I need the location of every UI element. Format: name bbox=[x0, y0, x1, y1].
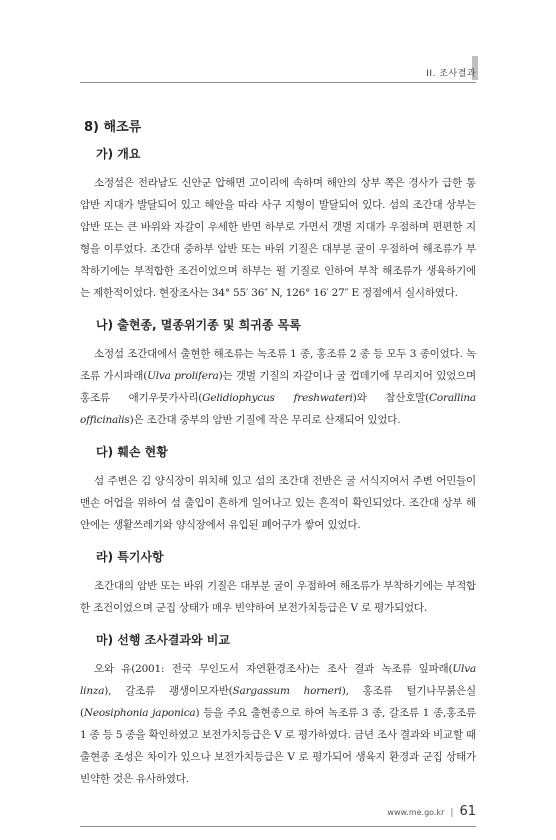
text-run: ), 홍조류 털기나무붉은실( bbox=[80, 685, 476, 719]
species-paragraph bbox=[80, 343, 476, 431]
overview-paragraph: 소정섬은 전라남도 신안군 압해면 고이리에 속하며 해안의 상부 쪽은 경사가 급한 통암반 지대가 발달되어 있고 해안을 따라 사구 지형이 발달되어 있다. 섬의 조간대 상부는 암반 또는 큰 바위와 자갈이 우세한 반면 하부로 가면서 갯벌 지대가 우점하며 편편한 지형을 이루었다. 조간대 중하부 암반 또는 바위 기질은 대부분 굴이 우점하여 해조류가 부착하기에는 부적합한 조건이었으며 하부는 펄 기질로 인하여 부착 해조류가 생육하기에는 제한적이었다. 현장조사는 34° 55′ 36″ N, 126° 16′ 27″ E 정점에서 실시하였다. bbox=[80, 177, 476, 299]
subsection-title-notes: 라) 특기사항 bbox=[96, 550, 164, 564]
subsection-title-damage: 다) 훼손 현황 bbox=[96, 445, 168, 459]
text-run: ), 갈조류 괭생이모자반( bbox=[104, 685, 233, 697]
scientific-name: Corallina officinalis bbox=[80, 392, 476, 426]
page-number: 61 bbox=[459, 804, 476, 819]
damage-paragraph: 섬 주변은 김 양식장이 위치해 있고 섬의 조간대 전반은 굴 서식지여서 주변 어민들이 맨손 어업을 위하여 섬 출입이 흔하게 일어나고 있는 흔적이 확인되었다. 조간대 상부 해안에는 생활쓰레기와 양식장에서 유입된 폐어구가 쌓여 있었다. bbox=[80, 475, 476, 531]
text-run: ) 등을 주요 출현종으로 하여 녹조류 3 종, 갈조류 1 종,홍조류 1 종 등 5 종을 확인하였고 보전가치등급은 V 로 평가하였다. 금년 조사 결과와 비교할 때 출현종 조성은 차이가 있으나 보전가치등급은 V 로 평가되어 생육지 환경과 군집 상태가 빈약한 것은 유사하였다. bbox=[80, 707, 476, 785]
subsection-title-comparison: 마) 선행 조사결과와 비교 bbox=[96, 633, 230, 647]
footer-rule bbox=[80, 826, 476, 827]
text-run: )은 조간대 중부의 암반 기질에 작은 무리로 산재되어 있었다. bbox=[129, 414, 401, 426]
comparison-paragraph bbox=[80, 658, 476, 790]
text-run: 오와 유(2001: 전국 무인도서 자연환경조사)는 조사 결과 녹조류 잎파래( bbox=[94, 663, 453, 675]
text-run: 소정섬 조간대에서 출현한 해조류는 녹조류 1 종, 홍조류 2 종 등 모두 3 종이었다. 녹조류 가시파래( bbox=[80, 348, 476, 382]
page-content bbox=[80, 100, 476, 790]
text-run: )는 갯벌 기질의 자갈이나 굴 껍데기에 무리지어 있었으며 홍조류 애기우뭇가사리( bbox=[80, 370, 476, 404]
subsection-title-species: 나) 출현종, 멸종위기종 및 희귀종 목록 bbox=[96, 318, 301, 332]
footer-url: www.me.go.kr bbox=[387, 808, 445, 817]
page-footer bbox=[387, 804, 476, 819]
header-rule bbox=[80, 82, 476, 83]
text-run: )와 참산호말( bbox=[352, 392, 430, 404]
scientific-name: Neosiphonia japonica bbox=[83, 707, 196, 719]
scientific-name: Sargassum horneri bbox=[232, 685, 342, 697]
footer-separator: | bbox=[450, 808, 454, 818]
section-title: 8) 해조류 bbox=[84, 120, 142, 135]
scientific-name: Ulva prolifera bbox=[147, 370, 219, 382]
subsection-title-overview: 가) 개요 bbox=[96, 147, 141, 161]
notes-paragraph: 조간대의 암반 또는 바위 기질은 대부분 굴이 우점하여 해조류가 부착하기에는 부적합한 조건이었으며 군집 상태가 매우 빈약하여 보전가치등급은 V 로 평가되었다. bbox=[80, 580, 476, 614]
scientific-name: Ulva linza bbox=[80, 663, 476, 697]
scientific-name: Gelidiophycus freshwateri bbox=[202, 392, 353, 404]
chapter-header: II. 조사결과 bbox=[426, 69, 476, 79]
